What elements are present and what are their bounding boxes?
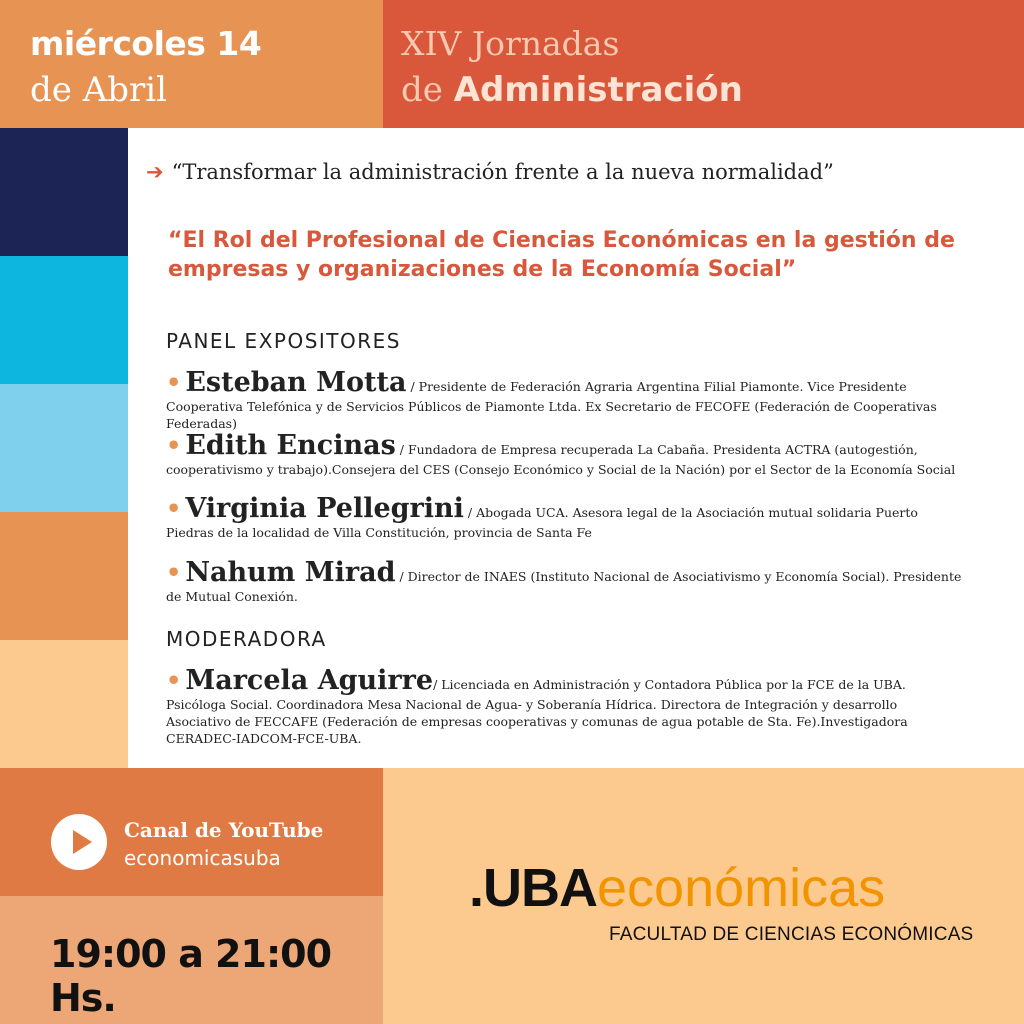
event-edition: XIV Jornadas [401, 24, 620, 63]
speaker-name: Edith Encinas [185, 430, 396, 461]
logo-economicas: económicas [597, 858, 886, 918]
speaker-desc: / Director de INAES (Instituto Nacional de Asociativismo y Economía Social). Presidente de Mutual Conexión. [166, 569, 962, 604]
stripe-navy [0, 128, 128, 256]
theme-text: “Transformar la administración frente a la nueva normalidad” [171, 160, 834, 184]
speaker-nahum-mirad [166, 558, 966, 605]
bullet-icon: • [166, 666, 182, 695]
panel-label: PANEL EXPOSITORES [166, 329, 401, 353]
logo-uba: .UBA [469, 858, 597, 918]
event-prefix: de [401, 70, 454, 110]
main-content [128, 128, 1024, 768]
date-day: miércoles 14 [30, 24, 262, 63]
youtube-block[interactable] [0, 768, 383, 896]
stripe-cyan [0, 256, 128, 384]
bullet-icon: • [166, 558, 182, 587]
date-banner [0, 0, 383, 128]
speaker-edith-encinas [166, 431, 966, 478]
youtube-label: Canal de YouTube [124, 818, 324, 842]
time-block [0, 896, 383, 1024]
stripe-light-blue [0, 384, 128, 512]
talk-title: “El Rol del Profesional de Ciencias Económicas en la gestión de empresas y organizaciones de la Economía Social” [168, 228, 955, 282]
event-name-line [401, 70, 743, 110]
speaker-desc: / Fundadora de Empresa recuperada La Cabaña. Presidenta ACTRA (autogestión, cooperativismo y trabajo).Consejera del CES (Consejo Económico y Social de la Nación) por el Sector de la Economía Social [166, 442, 956, 477]
event-banner [383, 0, 1024, 128]
youtube-channel[interactable]: economicasuba [124, 846, 281, 870]
bullet-icon: • [166, 368, 182, 397]
arrow-right-icon: ➔ [146, 160, 164, 184]
speaker-virginia-pellegrini [166, 494, 966, 541]
moderator-marcela-aguirre [166, 666, 966, 747]
play-icon[interactable] [51, 814, 107, 870]
event-name: Administración [453, 70, 743, 110]
moderator-desc: / Licenciada en Administración y Contadora Pública por la FCE de la UBA. Psicóloga Social. Coordinadora Mesa Nacional de Agua- y Soberanía Hídrica. Directora de Integración y desarrollo Asociativo de FECCAFE (Federación de empresas cooperativas y comunas de agua potable de Sta. Fe).Investigadora CERADEC-IADCOM-FCE-UBA. [166, 677, 908, 746]
moderator-label: MODERADORA [166, 627, 327, 651]
date-month: de Abril [30, 70, 168, 110]
speaker-name: Nahum Mirad [185, 557, 396, 588]
stripe-orange [0, 512, 128, 640]
faculty-name: FACULTAD DE CIENCIAS ECONÓMICAS [609, 924, 974, 945]
speaker-desc: / Abogada UCA. Asesora legal de la Asociación mutual solidaria Puerto Piedras de la localidad de Villa Constitución, provincia de Santa Fe [166, 505, 918, 540]
event-time: 19:00 a 21:00 Hs. [50, 932, 332, 1020]
bullet-icon: • [166, 431, 182, 460]
speaker-name: Esteban Motta [185, 367, 407, 398]
speaker-name: Virginia Pellegrini [185, 493, 464, 524]
moderator-name: Marcela Aguirre [185, 665, 434, 696]
bullet-icon: • [166, 494, 182, 523]
theme-line [146, 160, 834, 184]
logo-block [383, 768, 1024, 1024]
stripe-peach [0, 640, 128, 768]
speaker-desc: / Presidente de Federación Agraria Argentina Filial Piamonte. Vice Presidente Cooperativa Telefónica y de Servicios Públicos de Piamonte Ltda. Ex Secretario de FECOFE (Federación de Cooperativas Federadas) [166, 379, 937, 431]
speaker-esteban-motta [166, 368, 966, 432]
uba-economicas-logo [469, 858, 885, 918]
